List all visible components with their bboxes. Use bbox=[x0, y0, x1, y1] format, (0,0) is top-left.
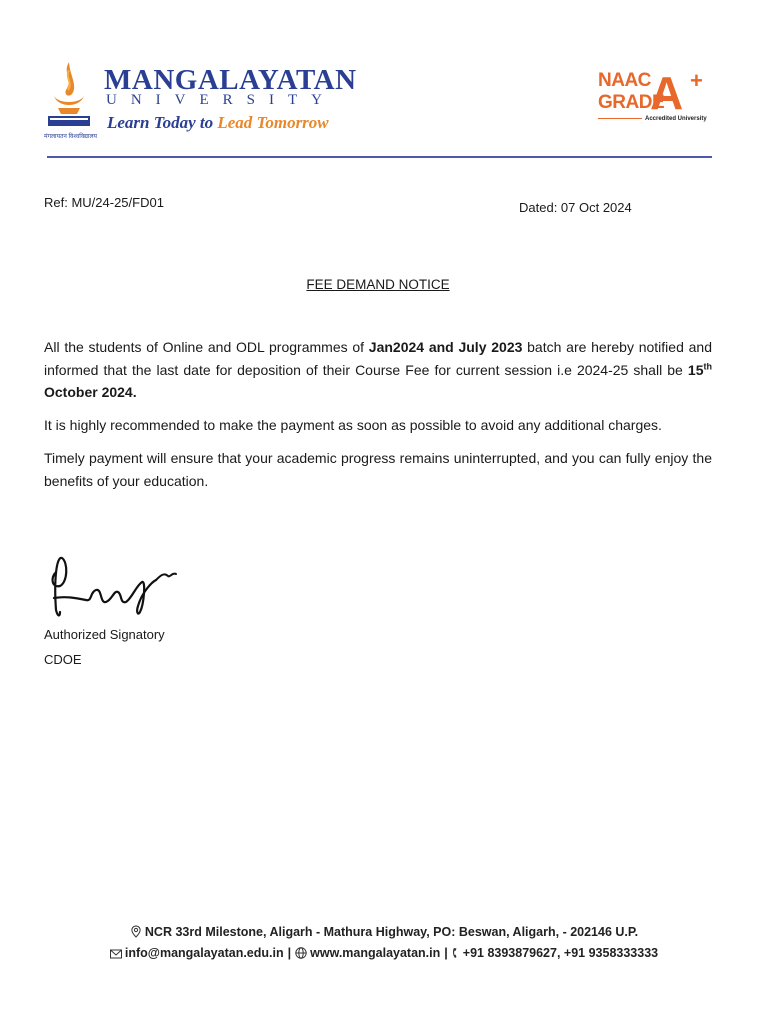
header-divider bbox=[47, 156, 712, 158]
globe-icon bbox=[295, 947, 307, 959]
naac-plus-sign: + bbox=[690, 68, 703, 93]
notice-paragraph-3: Timely payment will ensure that your academic progress remains uninterrupted, and you can fully enjoy the benefits of your education. bbox=[44, 450, 712, 489]
footer-separator: | bbox=[444, 946, 448, 960]
footer-address-line bbox=[0, 925, 768, 939]
signatory-title: Authorized Signatory bbox=[44, 627, 165, 642]
footer-contact-line bbox=[0, 946, 768, 960]
naac-divider bbox=[598, 118, 642, 119]
p1-text-a: All the students of Online and ODL programmes of bbox=[44, 339, 369, 355]
university-name: MANGALAYATAN bbox=[104, 64, 357, 96]
location-icon bbox=[130, 925, 142, 938]
phone-icon bbox=[452, 947, 460, 959]
p1-date-day: 15 bbox=[687, 361, 704, 378]
signatory-department: CDOE bbox=[44, 652, 82, 667]
notice-paragraph-1 bbox=[44, 336, 712, 404]
notice-title: FEE DEMAND NOTICE bbox=[306, 277, 450, 292]
university-subtitle: UNIVERSITY bbox=[106, 92, 336, 108]
reference-number: Ref: MU/24-25/FD01 bbox=[44, 195, 164, 210]
p1-batch-bold: Jan2024 and July 2023 bbox=[368, 339, 523, 355]
document-date: Dated: 07 Oct 2024 bbox=[519, 200, 632, 215]
tagline-part-1: Learn Today to bbox=[107, 113, 218, 132]
p1-date-rest: October 2024. bbox=[44, 384, 137, 400]
footer-email[interactable]: info@mangalayatan.edu.in bbox=[124, 946, 284, 960]
footer-separator: | bbox=[287, 946, 292, 960]
naac-label: NAAC bbox=[598, 70, 651, 91]
p1-date-suffix: th bbox=[703, 360, 712, 371]
mail-icon bbox=[110, 949, 122, 959]
footer-website[interactable]: www.mangalayatan.in bbox=[310, 946, 441, 960]
naac-grade-label: GRADE bbox=[598, 92, 665, 113]
p1-text-c: batch are hereby notified and informed that the last date for deposition of their Course Fee for current session i.e 2024-25 shall be bbox=[44, 339, 712, 378]
naac-accredited-text: Accredited University bbox=[645, 116, 707, 122]
tagline bbox=[107, 113, 329, 133]
footer-phone[interactable]: +91 8393879627, +91 9358333333 bbox=[462, 946, 659, 960]
university-logo-icon bbox=[44, 58, 94, 138]
logo-seal-text: मंगलायतन विश्वविद्यालय bbox=[44, 134, 98, 140]
tagline-part-2: Lead Tomorrow bbox=[217, 113, 329, 132]
naac-grade-letter: A bbox=[650, 67, 684, 119]
footer-address: NCR 33rd Milestone, Aligarh - Mathura Highway, PO: Beswan, Aligarh, - 202146 U.P. bbox=[144, 925, 639, 939]
notice-paragraph-2: It is highly recommended to make the payment as soon as possible to avoid any additional charges. bbox=[44, 417, 662, 433]
signature-image bbox=[46, 552, 186, 630]
